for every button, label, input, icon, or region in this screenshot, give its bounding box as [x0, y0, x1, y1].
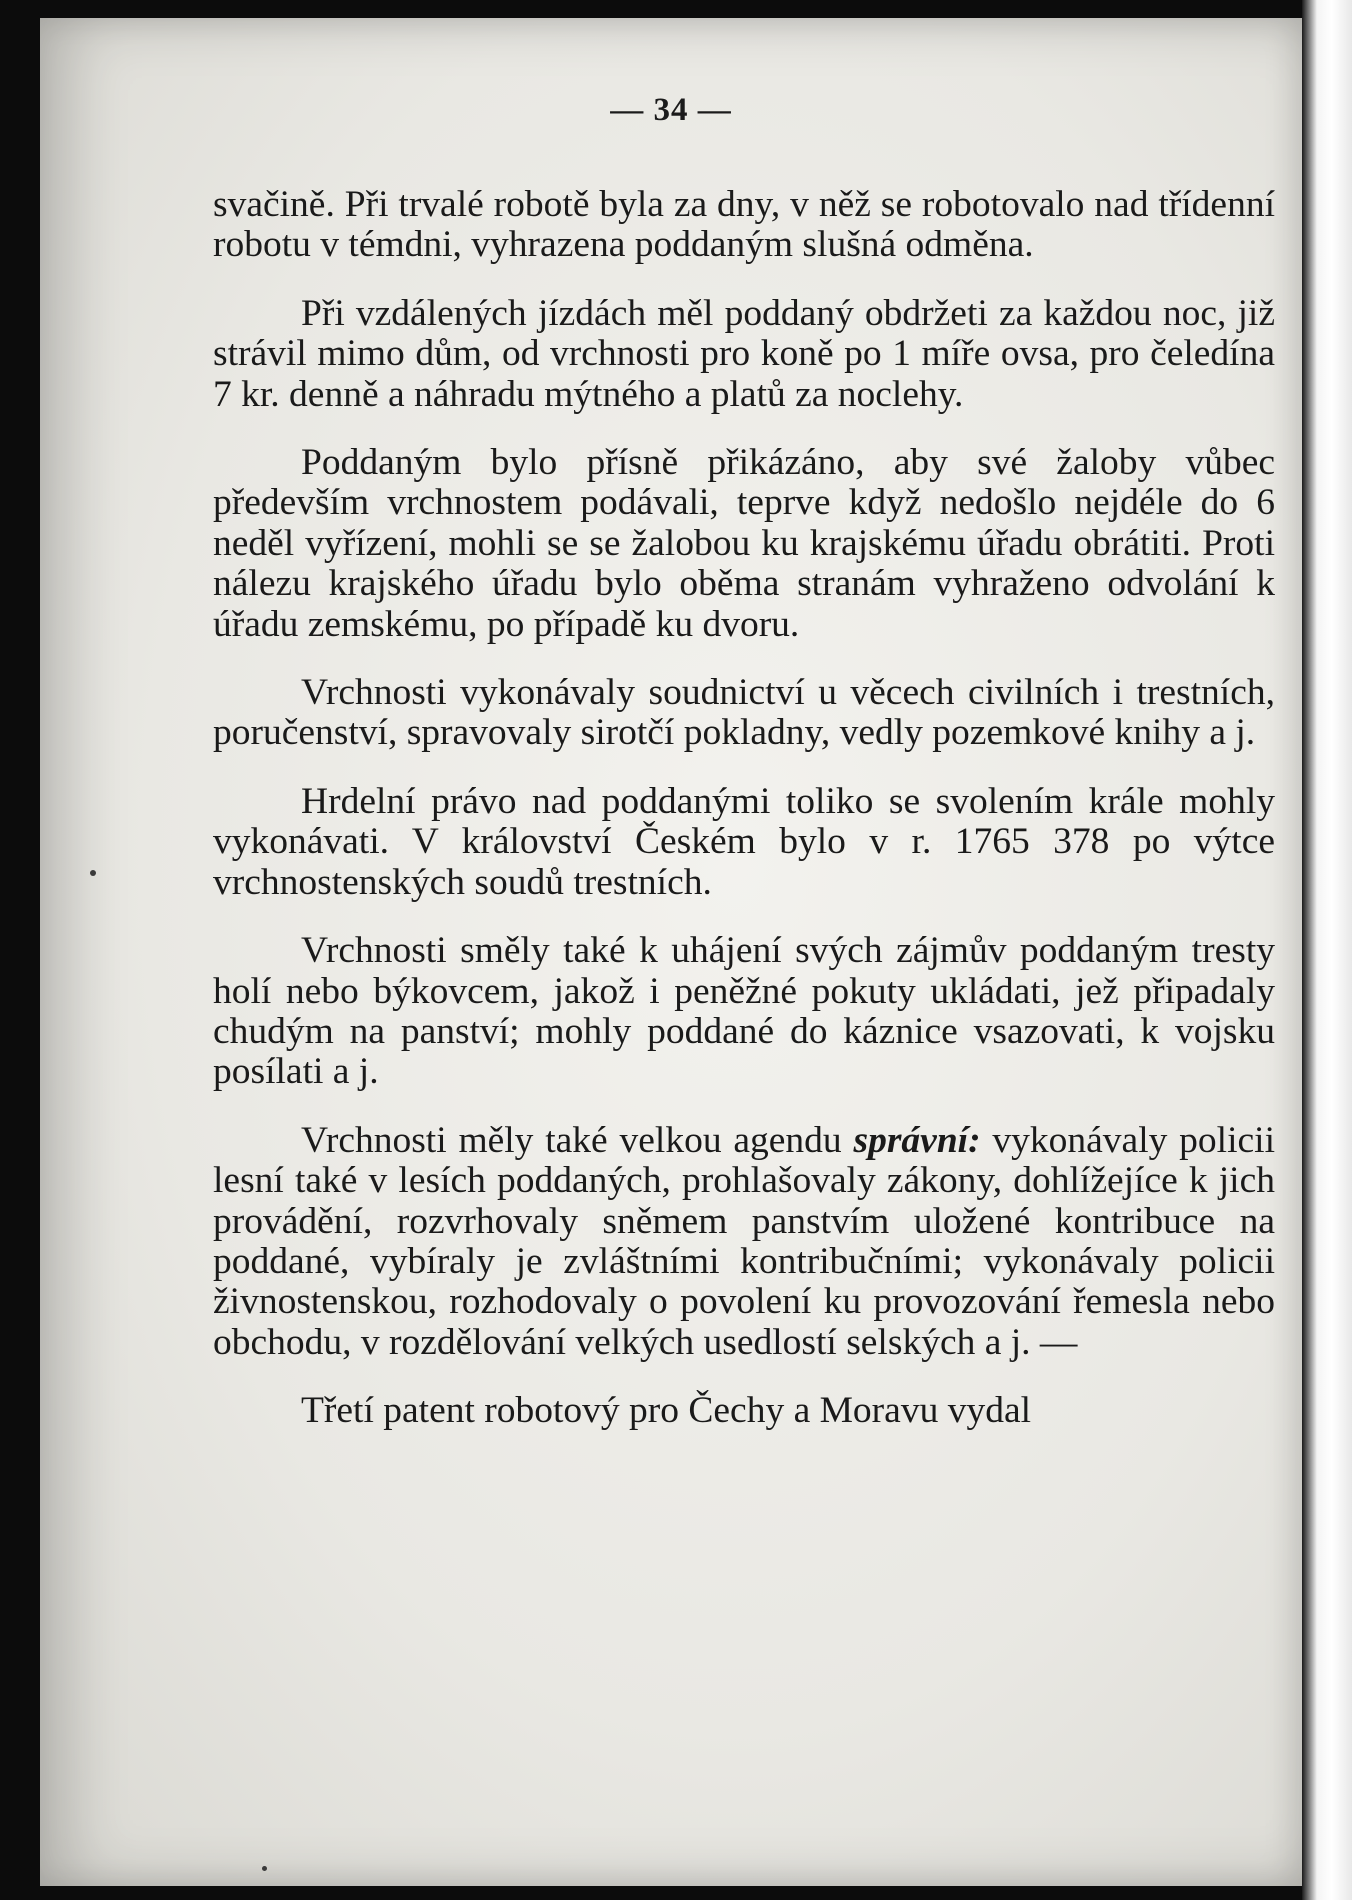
paragraph-8: Třetí patent robotový pro Čechy a Moravu vydal — [301, 1390, 1032, 1432]
emphasis-spravni: správní: — [853, 1119, 981, 1161]
paragraph-1: svačině. Při trvalé robotě byla za dny, v něž se robotovalo nad třídenní robotu v témdni, vyhrazena poddaným slušná odměna. — [213, 184, 1275, 266]
page-number: — 34 — — [610, 92, 732, 128]
paragraph-3: Poddaným bylo přísně přikázáno, aby své žaloby vůbec především vrchnostem podávali, teprve když nedošlo nejdéle do 6 neděl vyřízení, mohli se se žalobou ku krajskému úřadu obrátiti. Proti nálezu krajského úřadu bylo oběma stranám vyhraženo odvolání k úřadu zemskému, po případě ku dvoru. — [213, 442, 1275, 645]
paragraph-7 — [213, 1121, 1275, 1363]
paragraph-5: Hrdelní právo nad poddanými toliko se svolením krále mohly vykonávati. V království Českém bylo v r. 1765 378 po výtce vrchnostenských soudů trestních. — [213, 780, 1275, 903]
paragraph-2: Při vzdálených jízdách měl poddaný obdržeti za každou noc, již strávil mimo dům, od vrchnosti pro koně po 1 míře ovsa, pro čeledína 7 kr. denně a náhradu mýtného a platů za noclehy. — [213, 292, 1275, 415]
ink-speck — [262, 1866, 267, 1871]
body-text — [213, 185, 1275, 1432]
paragraph-7-end: vykonávaly policii lesní také v lesích poddaných, prohlašovaly zákony, dohlížejíce k jich provádění, rozvrhovaly sněmem panstvím uložené kontribuce na poddané, vybíraly je zvláštními kontribučními; vykonávaly policii živnostenskou, rozhodovaly o povolení ku provozování řemesla nebo obchodu, v rozdělování velkých usedlostí selských a j. — — [213, 1119, 1275, 1363]
paragraph-6: Vrchnosti směly také k uhájení svých zájmův poddaným tresty holí nebo býkovcem, jakož i peněžné pokuty ukládati, jež připadaly chudým na panství; mohly poddané do káznice vsazovati, k vojsku posílati a j. — [213, 930, 1275, 1093]
page-edge — [1302, 0, 1352, 1900]
paragraph-4: Vrchnosti vykonávaly soudnictví u věcech civilních i trestních, poručenství, spravovaly sirotčí pokladny, vedly pozemkové knihy a j. — [213, 672, 1275, 754]
paragraph-7-start: Vrchnosti měly také velkou agendu — [301, 1119, 854, 1161]
book-page — [40, 18, 1302, 1886]
ink-speck — [90, 870, 96, 876]
